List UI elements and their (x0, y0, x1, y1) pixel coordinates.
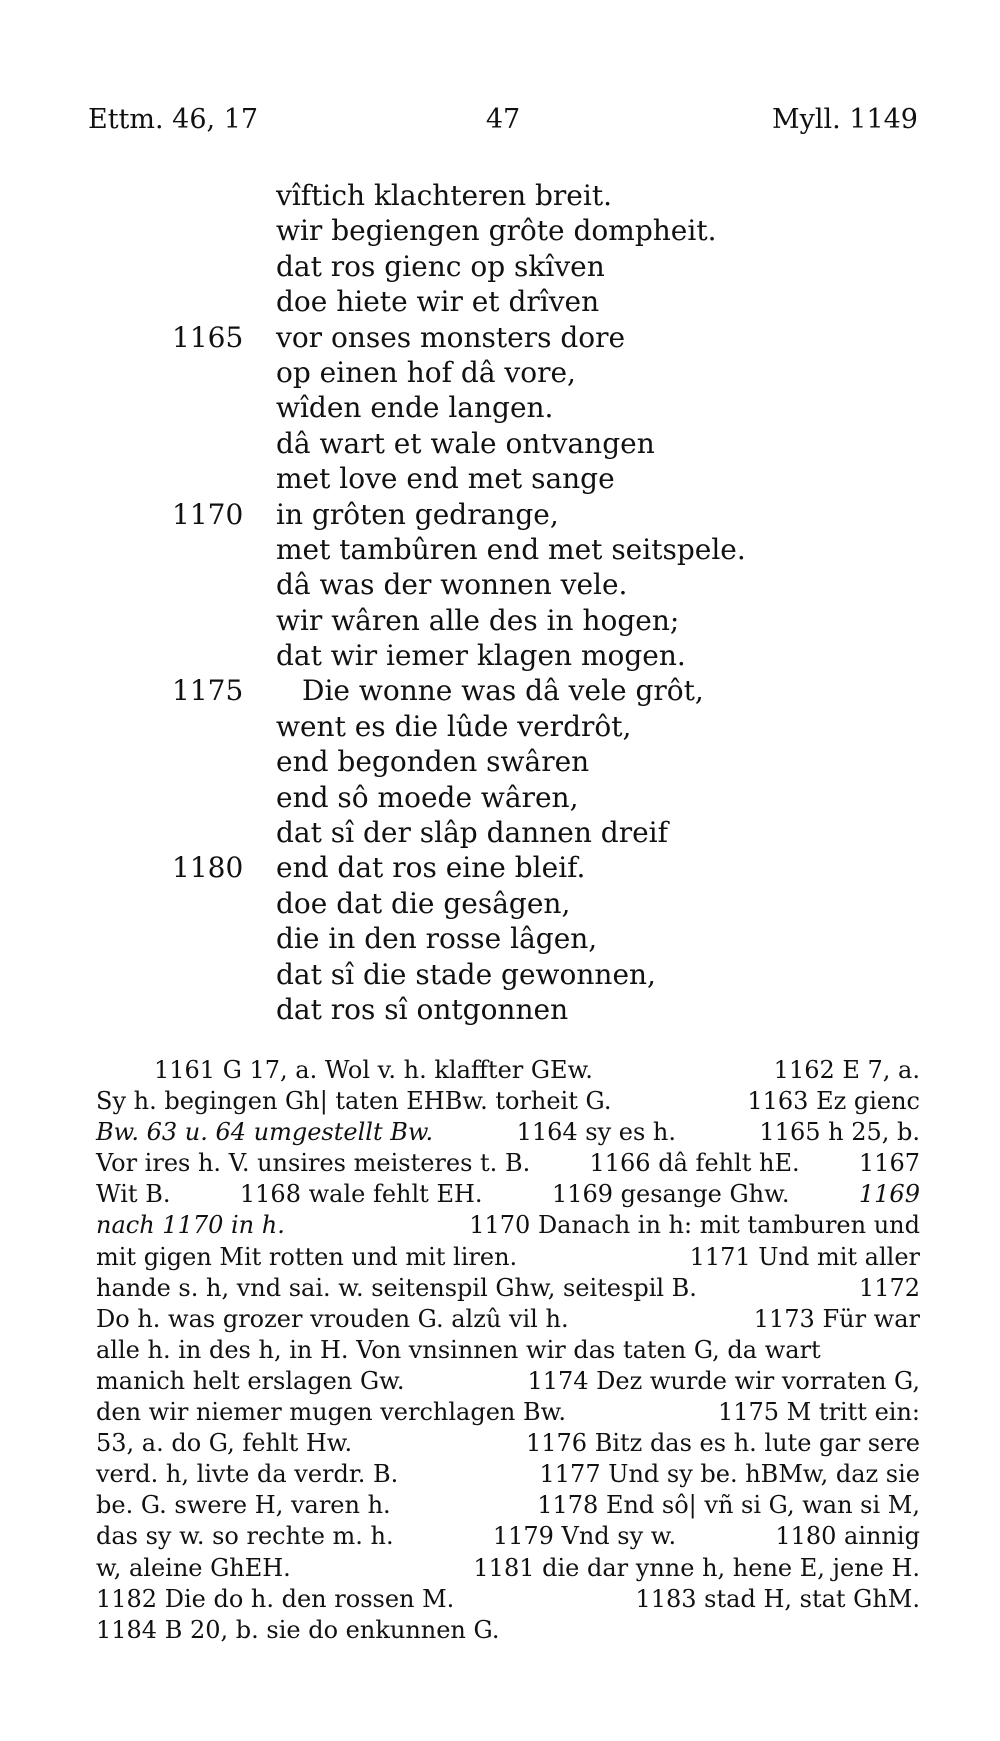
line-text: dat ros sî ontgonnen (276, 992, 569, 1026)
poem-line (0, 426, 1000, 461)
apparatus-entry: alle h. in des h, in H. Von vnsinnen wir das taten G, da wart (96, 1335, 821, 1364)
apparatus-entry: 1182 Die do h. den rossen M. (96, 1584, 455, 1613)
apparatus-line (96, 1521, 920, 1552)
poem-line (0, 355, 1000, 390)
apparatus-entry: 1174 Dez wurde wir vorraten G, (527, 1366, 920, 1395)
apparatus-entry: 1166 dâ fehlt hE. (589, 1149, 800, 1178)
poem-line (0, 532, 1000, 567)
apparatus-entry: hande s. h, vnd sai. w. seitenspil Ghw, seitespil B. (96, 1273, 697, 1302)
poem-line (0, 886, 1000, 921)
page-number: 47 (485, 104, 521, 135)
poem-line (0, 213, 1000, 248)
poem-line-section-start (0, 673, 1000, 708)
line-text: dat ros gienc op skîven (276, 249, 605, 283)
apparatus-line (96, 1397, 920, 1428)
line-text: in grôten gedrange, (276, 497, 559, 531)
apparatus-line (96, 1117, 920, 1148)
line-text: dat wir iemer klagen mogen. (276, 639, 686, 673)
line-text: end sô moede wâren, (276, 780, 579, 814)
apparatus-entry: Wit B. (96, 1180, 171, 1209)
apparatus-entry: 1177 Und sy be. hBMw, daz sie (539, 1460, 920, 1489)
critical-apparatus (96, 1055, 920, 1646)
apparatus-entry: Bw. 63 u. 64 umgestellt Bw. (96, 1118, 434, 1147)
apparatus-entry: 1167 (858, 1149, 920, 1178)
apparatus-entry: 53, a. do G, fehlt Hw. (96, 1429, 353, 1458)
apparatus-entry: den wir niemer mugen verchlagen Bw. (96, 1398, 566, 1427)
apparatus-line (96, 1490, 920, 1521)
apparatus-entry: 1178 End sô| vñ si G, wan si M, (537, 1491, 920, 1520)
apparatus-entry: 1171 Und mit aller (689, 1242, 920, 1271)
apparatus-line (96, 1055, 920, 1086)
apparatus-line (96, 1242, 920, 1273)
header-source-right: Myll. 1149 (771, 104, 918, 135)
poem-line (0, 284, 1000, 319)
poem-line (0, 249, 1000, 284)
apparatus-line (96, 1366, 920, 1397)
apparatus-entry: 1172 (858, 1273, 920, 1302)
line-text: op einen hof dâ vore, (276, 355, 576, 389)
apparatus-entry: mit gigen Mit rotten und mit liren. (96, 1242, 518, 1271)
line-text: Die wonne was dâ vele grôt, (302, 674, 704, 708)
apparatus-entry: 1173 Für war (753, 1304, 920, 1333)
apparatus-entry: 1161 G 17, a. Wol v. h. klaffter GEw. (154, 1056, 593, 1084)
poem-line (0, 921, 1000, 956)
poem-line (0, 815, 1000, 850)
apparatus-line (96, 1459, 920, 1490)
apparatus-line (96, 1615, 920, 1646)
poem-line (0, 461, 1000, 496)
poem-line (0, 850, 1000, 885)
line-number: 1170 (172, 497, 244, 531)
line-text: met love end met sange (276, 462, 615, 496)
apparatus-entry: 1162 E 7, a. (773, 1056, 920, 1084)
apparatus-line (96, 1086, 920, 1117)
line-number: 1175 (172, 674, 244, 708)
apparatus-entry: Sy h. begingen Gh| taten EHBw. torheit G. (96, 1087, 612, 1116)
line-text: doe hiete wir et drîven (276, 285, 600, 319)
apparatus-entry: 1181 die dar ynne h, hene E, jene H. (473, 1553, 920, 1582)
apparatus-entry: 1176 Bitz das es h. lute gar sere (526, 1429, 920, 1458)
apparatus-entry: Vor ires h. V. unsires meisteres t. B. (96, 1149, 531, 1178)
apparatus-entry: 1163 Ez gienc (747, 1087, 920, 1116)
poem-line (0, 744, 1000, 779)
line-text: vîftich klachteren breit. (276, 179, 612, 212)
line-text: went es die lûde verdrôt, (276, 709, 632, 743)
line-text: wir begiengen grôte dompheit. (276, 214, 717, 248)
poem-line (0, 638, 1000, 673)
apparatus-line (96, 1428, 920, 1459)
line-number: 1165 (172, 320, 244, 354)
apparatus-entry: 1184 B 20, b. sie do enkunnen G. (96, 1615, 500, 1644)
poem-line (0, 567, 1000, 602)
line-text: dâ was der wonnen vele. (276, 568, 628, 602)
line-text: dat sî der slâp dannen dreif (276, 816, 668, 850)
line-text: end begonden swâren (276, 745, 590, 779)
line-text: doe dat die gesâgen, (276, 886, 571, 920)
line-text: dat sî die stade gewonnen, (276, 957, 656, 991)
apparatus-line (96, 1210, 920, 1241)
apparatus-entry: be. G. swere H, varen h. (96, 1491, 391, 1520)
line-text: wir wâren alle des in hogen; (276, 603, 680, 637)
line-number: 1180 (172, 851, 244, 885)
line-text: end dat ros eine bleif. (276, 851, 586, 885)
header-source-left: Ettm. 46, 17 (88, 104, 259, 135)
apparatus-line (96, 1273, 920, 1304)
poem-text (0, 178, 1000, 1027)
apparatus-entry: 1170 Danach in h: mit tamburen und (469, 1211, 920, 1240)
apparatus-entry: 1168 wale fehlt EH. (239, 1180, 483, 1209)
apparatus-entry: 1169 (858, 1180, 920, 1209)
page-header (88, 104, 918, 140)
apparatus-entry: nach 1170 in h. (96, 1211, 285, 1240)
apparatus-entry: w, aleine GhEH. (96, 1553, 291, 1582)
apparatus-entry: 1183 stad H, stat GhM. (635, 1584, 920, 1613)
apparatus-entry: 1180 ainnig (775, 1522, 920, 1551)
apparatus-line (96, 1304, 920, 1335)
line-text: wîden ende langen. (276, 391, 554, 425)
poem-line (0, 603, 1000, 638)
apparatus-entry: 1164 sy es h. (516, 1118, 677, 1147)
apparatus-entry: 1165 h 25, b. (759, 1118, 920, 1147)
line-text: die in den rosse lâgen, (276, 922, 598, 956)
apparatus-entry: 1175 M tritt ein: (717, 1398, 920, 1427)
apparatus-entry: 1169 gesange Ghw. (551, 1180, 790, 1209)
apparatus-entry: Do h. was grozer vrouden G. alzû vil h. (96, 1304, 569, 1333)
poem-line (0, 178, 1000, 213)
line-text: dâ wart et wale ontvangen (276, 426, 655, 460)
apparatus-entry: manich helt erslagen Gw. (96, 1366, 405, 1395)
apparatus-line (96, 1553, 920, 1584)
apparatus-entry: das sy w. so rechte m. h. (96, 1522, 394, 1551)
poem-line (0, 957, 1000, 992)
poem-line (0, 497, 1000, 532)
poem-line (0, 992, 1000, 1027)
poem-line (0, 780, 1000, 815)
apparatus-entry: 1179 Vnd sy w. (492, 1522, 677, 1551)
apparatus-line (96, 1584, 920, 1615)
poem-line (0, 320, 1000, 355)
apparatus-line (96, 1179, 920, 1210)
line-text: met tambûren end met seitspele. (276, 532, 746, 566)
apparatus-entry: verd. h, livte da verdr. B. (96, 1460, 399, 1489)
apparatus-line (96, 1148, 920, 1179)
poem-line (0, 709, 1000, 744)
line-text: vor onses monsters dore (276, 320, 626, 354)
apparatus-line (96, 1335, 920, 1366)
poem-line (0, 390, 1000, 425)
